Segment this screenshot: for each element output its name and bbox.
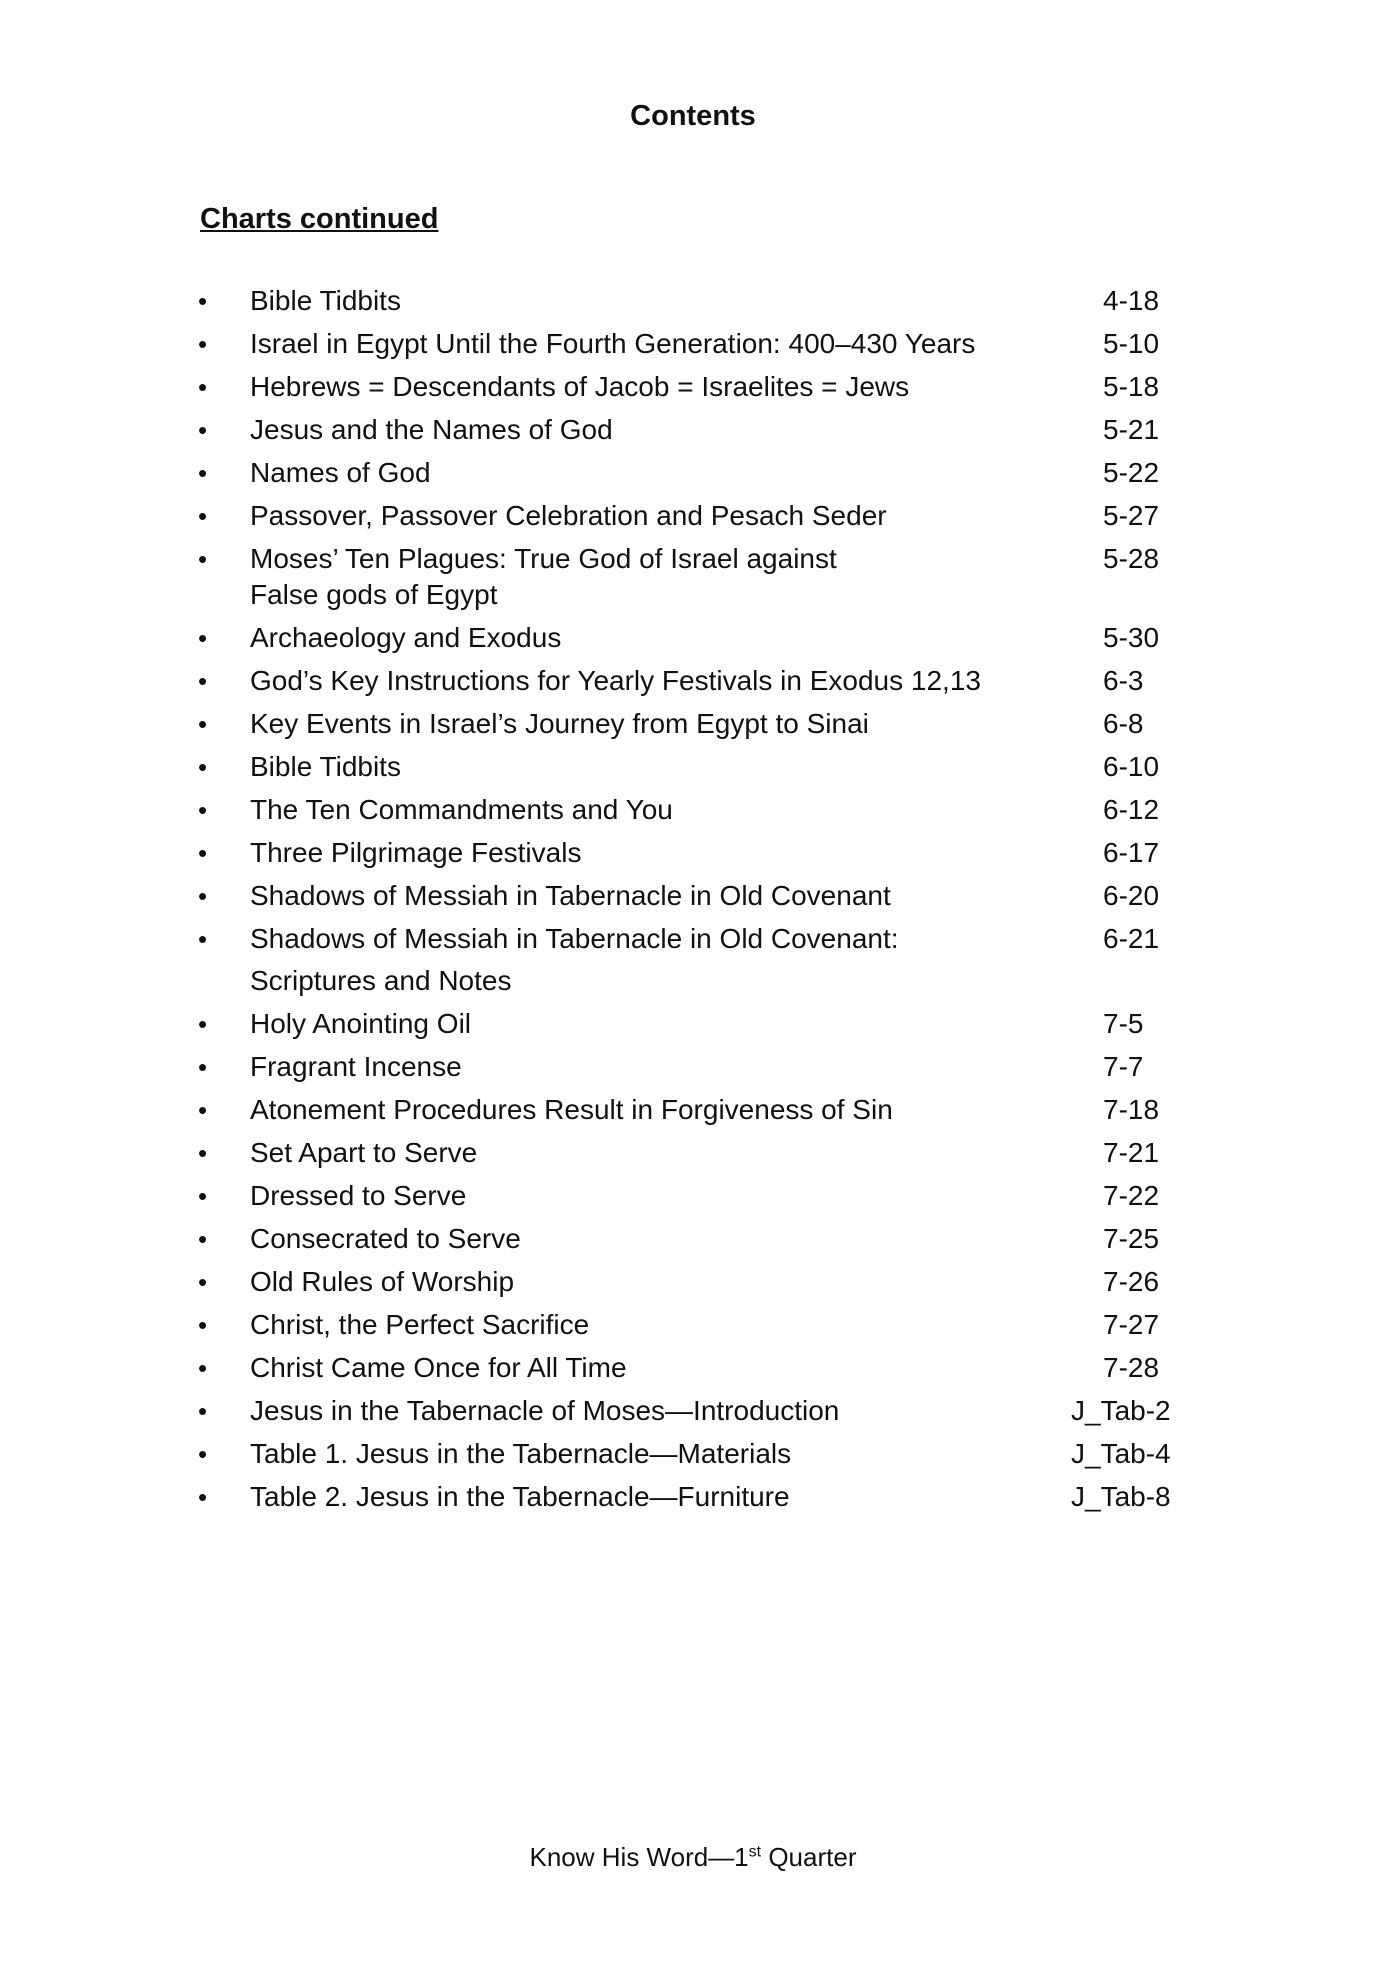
toc-entry-title xyxy=(250,1049,1100,1085)
bullet-icon: • xyxy=(198,709,208,739)
bullet-icon: • xyxy=(198,838,208,868)
toc-entry xyxy=(198,706,1198,742)
bullet-icon: • xyxy=(198,501,208,531)
toc-entry xyxy=(198,1221,1198,1257)
toc-entry-title-text: Table 1. Jesus in the Tabernacle—Materials xyxy=(250,1438,792,1469)
toc-entry-page: 5-10 xyxy=(1103,328,1160,359)
footer-text-end: Quarter xyxy=(761,1842,857,1872)
toc-entry xyxy=(198,1135,1198,1171)
toc-entry xyxy=(198,412,1198,448)
bullet-icon: • xyxy=(198,1095,208,1125)
toc-entry xyxy=(198,921,1198,999)
toc-entry-title-text: Atonement Procedures Result in Forgiveness of Sin xyxy=(250,1094,893,1125)
toc-entry-page: 7-21 xyxy=(1103,1137,1160,1168)
toc-entry-page: 7-7 xyxy=(1103,1051,1144,1082)
toc-entry-title-text: Three Pilgrimage Festivals xyxy=(250,837,582,868)
table-of-contents xyxy=(198,276,1198,1515)
toc-entry-page: 4-18 xyxy=(1103,285,1160,316)
bullet-icon: • xyxy=(198,1009,208,1039)
toc-entry-page: 5-21 xyxy=(1103,414,1160,445)
toc-entry-page: J_Tab-2 xyxy=(1071,1395,1171,1426)
toc-entry-title xyxy=(250,541,1100,613)
toc-entry xyxy=(198,1436,1198,1472)
toc-entry xyxy=(198,498,1198,534)
toc-entry xyxy=(198,1092,1198,1128)
toc-entry-title-text: Bible Tidbits xyxy=(250,751,401,782)
toc-entry xyxy=(198,455,1198,491)
toc-entry-title xyxy=(250,1479,1100,1515)
toc-entry-title-text: Set Apart to Serve xyxy=(250,1137,478,1168)
toc-entry-title xyxy=(250,1135,1100,1171)
toc-entry xyxy=(198,369,1198,405)
bullet-icon: • xyxy=(198,1052,208,1082)
bullet-icon: • xyxy=(198,1310,208,1340)
toc-entry-page: 6-20 xyxy=(1103,880,1160,911)
toc-entry-title-continuation: False gods of Egypt xyxy=(250,579,498,610)
toc-entry xyxy=(198,835,1198,871)
toc-entry-title-text: Shadows of Messiah in Tabernacle in Old Covenant xyxy=(250,880,891,911)
toc-entry-page: 5-28 xyxy=(1103,543,1160,574)
toc-entry-title xyxy=(250,1436,1100,1472)
bullet-icon: • xyxy=(198,795,208,825)
toc-entry-title xyxy=(250,1092,1100,1128)
toc-entry xyxy=(198,283,1198,319)
toc-entry-title-text: Christ Came Once for All Time xyxy=(250,1352,627,1383)
toc-entry xyxy=(198,792,1198,828)
footer-superscript: st xyxy=(748,1843,762,1861)
toc-entry-title xyxy=(250,498,1100,534)
toc-entry-title-text: Names of God xyxy=(250,457,431,488)
toc-entry xyxy=(198,326,1198,362)
toc-entry-page: 6-10 xyxy=(1103,751,1160,782)
toc-entry xyxy=(198,749,1198,785)
toc-entry-title-text: Jesus in the Tabernacle of Moses—Introduction xyxy=(250,1395,840,1426)
toc-entry-title-text: Hebrews = Descendants of Jacob = Israelites = Jews xyxy=(250,371,910,402)
toc-entry-title-text: Dressed to Serve xyxy=(250,1180,467,1211)
toc-entry-title xyxy=(250,283,1100,319)
toc-entry-page: 5-22 xyxy=(1103,457,1160,488)
toc-entry xyxy=(198,620,1198,656)
toc-entry xyxy=(198,878,1198,914)
toc-entry-title xyxy=(250,620,1100,656)
toc-entry-page: 7-5 xyxy=(1103,1008,1144,1039)
bullet-icon: • xyxy=(198,372,208,402)
bullet-icon: • xyxy=(198,1396,208,1426)
toc-entry-title-text: Jesus and the Names of God xyxy=(250,414,613,445)
toc-entry-page: 5-30 xyxy=(1103,622,1160,653)
toc-entry-title xyxy=(250,412,1100,448)
bullet-icon: • xyxy=(198,329,208,359)
toc-entry-page: 7-22 xyxy=(1103,1180,1160,1211)
toc-entry-page: 6-21 xyxy=(1103,923,1160,954)
toc-entry-title-text: Passover, Passover Celebration and Pesach Seder xyxy=(250,500,887,531)
toc-entry-title-text: Key Events in Israel’s Journey from Egypt to Sinai xyxy=(250,708,869,739)
bullet-icon: • xyxy=(198,924,208,954)
toc-entry-title-text: Israel in Egypt Until the Fourth Generation: 400–430 Years xyxy=(250,328,976,359)
bullet-icon: • xyxy=(198,1353,208,1383)
toc-entry-title-text: Holy Anointing Oil xyxy=(250,1008,472,1039)
toc-entry xyxy=(198,663,1198,699)
bullet-icon: • xyxy=(198,458,208,488)
toc-entry-page: 6-3 xyxy=(1103,665,1144,696)
toc-entry-page: 6-17 xyxy=(1103,837,1160,868)
toc-entry-page: 7-28 xyxy=(1103,1352,1160,1383)
toc-entry-page: 5-18 xyxy=(1103,371,1160,402)
toc-entry-title-text: Shadows of Messiah in Tabernacle in Old Covenant: xyxy=(250,923,899,954)
bullet-icon: • xyxy=(198,881,208,911)
toc-entry xyxy=(198,1049,1198,1085)
bullet-icon: • xyxy=(198,666,208,696)
toc-entry-title-continuation: Scriptures and Notes xyxy=(250,965,512,996)
bullet-icon: • xyxy=(198,1138,208,1168)
toc-entry-title xyxy=(250,921,1100,999)
toc-entry-title-text: Christ, the Perfect Sacrifice xyxy=(250,1309,590,1340)
toc-entry-title xyxy=(250,1006,1100,1042)
toc-entry-title-text: Table 2. Jesus in the Tabernacle—Furniture xyxy=(250,1481,790,1512)
toc-entry-title-text: Fragrant Incense xyxy=(250,1051,462,1082)
toc-entry-page: 7-18 xyxy=(1103,1094,1160,1125)
toc-entry xyxy=(198,1479,1198,1515)
bullet-icon: • xyxy=(198,415,208,445)
bullet-icon: • xyxy=(198,623,208,653)
toc-entry-title-text: Bible Tidbits xyxy=(250,285,401,316)
toc-entry-title xyxy=(250,749,1100,785)
toc-entry-title-text: The Ten Commandments and You xyxy=(250,794,673,825)
toc-entry-page: 6-12 xyxy=(1103,794,1160,825)
toc-entry-title-text: Old Rules of Worship xyxy=(250,1266,515,1297)
toc-entry-title xyxy=(250,326,1100,362)
bullet-icon: • xyxy=(198,1439,208,1469)
toc-entry-page: 5-27 xyxy=(1103,500,1160,531)
bullet-icon: • xyxy=(198,1224,208,1254)
toc-entry-title xyxy=(250,1221,1100,1257)
toc-entry-title xyxy=(250,835,1100,871)
toc-entry-page: J_Tab-8 xyxy=(1071,1481,1171,1512)
toc-entry xyxy=(198,1264,1198,1300)
toc-entry-page: 7-26 xyxy=(1103,1266,1160,1297)
bullet-icon: • xyxy=(198,544,208,574)
section-heading: Charts continued xyxy=(200,203,439,235)
footer-text: Know His Word—1 xyxy=(529,1842,749,1872)
bullet-icon: • xyxy=(198,286,208,316)
toc-entry-page: 7-27 xyxy=(1103,1309,1160,1340)
toc-entry-title xyxy=(250,1307,1100,1343)
toc-entry xyxy=(198,1307,1198,1343)
toc-entry-title xyxy=(250,1350,1100,1386)
toc-entry-title xyxy=(250,1393,1100,1429)
toc-entry-title-text: Archaeology and Exodus xyxy=(250,622,562,653)
toc-entry-title xyxy=(250,369,1100,405)
toc-entry-title-text: Consecrated to Serve xyxy=(250,1223,521,1254)
page-footer xyxy=(0,1842,1386,1873)
toc-entry xyxy=(198,1393,1198,1429)
toc-entry-page: 7-25 xyxy=(1103,1223,1160,1254)
bullet-icon: • xyxy=(198,1482,208,1512)
toc-entry-page: 6-8 xyxy=(1103,708,1144,739)
toc-entry-page: J_Tab-4 xyxy=(1071,1438,1171,1469)
toc-entry-title xyxy=(250,706,1100,742)
toc-entry-title xyxy=(250,663,1100,699)
toc-entry-title xyxy=(250,1264,1100,1300)
toc-entry-title-text: God’s Key Instructions for Yearly Festivals in Exodus 12,13 xyxy=(250,665,981,696)
bullet-icon: • xyxy=(198,752,208,782)
toc-entry xyxy=(198,1350,1198,1386)
toc-entry-title-text: Moses’ Ten Plagues: True God of Israel against xyxy=(250,543,837,574)
toc-entry xyxy=(198,1178,1198,1214)
bullet-icon: • xyxy=(198,1267,208,1297)
bullet-icon: • xyxy=(198,1181,208,1211)
toc-entry-title xyxy=(250,878,1100,914)
toc-entry-title xyxy=(250,792,1100,828)
toc-entry-title xyxy=(250,1178,1100,1214)
toc-entry xyxy=(198,1006,1198,1042)
page-title: Contents xyxy=(630,100,756,132)
toc-entry-title xyxy=(250,455,1100,491)
toc-entry xyxy=(198,541,1198,613)
